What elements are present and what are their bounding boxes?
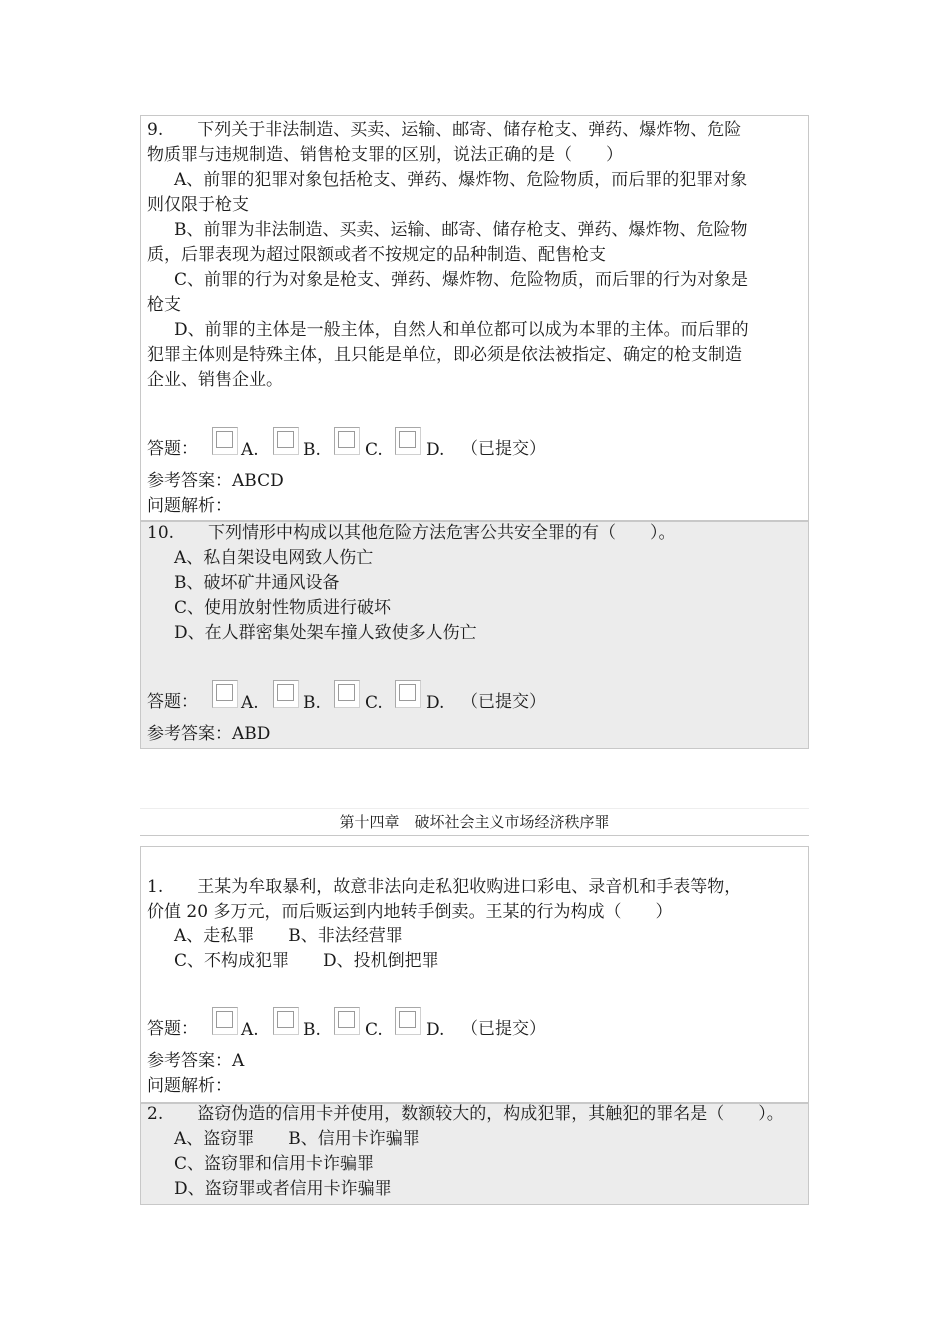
checkbox-d-label: D. [426, 693, 445, 713]
question-analysis: 问题解析： [147, 496, 232, 516]
reference-answer: 参考答案：ABD [147, 724, 271, 744]
checkbox-d-label: D. [426, 1020, 445, 1040]
checkbox-b[interactable] [273, 680, 299, 708]
question-9-text-line-1: 9. 下列关于非法制造、买卖、运输、邮寄、储存枪支、弹药、爆炸物、危险 [147, 120, 742, 140]
checkbox-c-label: C. [365, 440, 383, 460]
submitted-status: （已提交） [461, 1019, 546, 1039]
submitted-status: （已提交） [461, 692, 546, 712]
question-10-option-a: A、私自架设电网致人伤亡 [174, 548, 374, 568]
reference-answer: 参考答案：A [147, 1051, 245, 1071]
question-10-option-c: C、使用放射性物质进行破坏 [174, 598, 392, 618]
chapter-question-1-text-line-2: 价值 20 多万元，而后贩运到内地转手倒卖。王某的行为构成（ ） [147, 902, 673, 922]
checkbox-b[interactable] [273, 1007, 299, 1035]
question-9-option-a-line-1: A、前罪的犯罪对象包括枪支、弹药、爆炸物、危险物质，而后罪的犯罪对象 [174, 170, 748, 190]
chapter-question-1-text-line-1: 1. 王某为牟取暴利，故意非法向走私犯收购进口彩电、录音机和手表等物， [147, 877, 742, 897]
chapter-question-1-options-line-2: C、不构成犯罪 D、投机倒把罪 [174, 951, 439, 971]
checkbox-a[interactable] [212, 1007, 238, 1035]
checkbox-c-label: C. [365, 1020, 383, 1040]
checkbox-b-label: B. [303, 693, 321, 713]
question-10-option-d: D、在人群密集处架车撞人致使多人伤亡 [174, 623, 477, 643]
checkbox-b-label: B. [303, 1020, 321, 1040]
checkbox-c[interactable] [334, 680, 360, 708]
checkbox-c-label: C. [365, 693, 383, 713]
question-9-option-b-line-2: 质，后罪表现为超过限额或者不按规定的品种制造、配售枪支 [147, 245, 606, 265]
question-9-block [140, 115, 809, 521]
checkbox-a-label: A. [241, 440, 259, 460]
checkbox-b-label: B. [303, 440, 321, 460]
chapter-question-1-options-line-1: A、走私罪 B、非法经营罪 [174, 926, 403, 946]
reference-answer: 参考答案：ABCD [147, 471, 284, 491]
question-10-option-b: B、破坏矿井通风设备 [174, 573, 340, 593]
question-9-option-b-line-1: B、前罪为非法制造、买卖、运输、邮寄、储存枪支、弹药、爆炸物、危险物 [174, 220, 748, 240]
question-9-text-line-2: 物质罪与违规制造、销售枪支罪的区别，说法正确的是（ ） [147, 145, 623, 165]
checkbox-c[interactable] [334, 427, 360, 455]
chapter-title: 第十四章 破坏社会主义市场经济秩序罪 [140, 808, 809, 836]
question-9-option-d-line-3: 企业、销售企业。 [147, 370, 283, 390]
checkbox-d[interactable] [395, 427, 421, 455]
checkbox-c[interactable] [334, 1007, 360, 1035]
checkbox-d[interactable] [395, 1007, 421, 1035]
checkbox-a[interactable] [212, 427, 238, 455]
chapter-question-2-options-line-1: A、盗窃罪 B、信用卡诈骗罪 [174, 1129, 420, 1149]
checkbox-b[interactable] [273, 427, 299, 455]
question-9-option-c-line-1: C、前罪的行为对象是枪支、弹药、爆炸物、危险物质，而后罪的行为对象是 [174, 270, 749, 290]
checkbox-d[interactable] [395, 680, 421, 708]
chapter-question-2-text: 2. 盗窃伪造的信用卡并使用，数额较大的，构成犯罪，其触犯的罪名是（ ）。 [147, 1104, 784, 1124]
chapter-question-2-block [140, 1103, 809, 1205]
checkbox-a-label: A. [241, 1020, 259, 1040]
question-10-block [140, 521, 809, 749]
submitted-status: （已提交） [461, 439, 546, 459]
chapter-question-2-options-line-3: D、盗窃罪或者信用卡诈骗罪 [174, 1179, 392, 1199]
checkbox-a[interactable] [212, 680, 238, 708]
answer-label: 答题： [147, 1019, 198, 1039]
chapter-question-1-block [140, 846, 809, 1103]
chapter-question-2-options-line-2: C、盗窃罪和信用卡诈骗罪 [174, 1154, 375, 1174]
checkbox-a-label: A. [241, 693, 259, 713]
answer-label: 答题： [147, 692, 198, 712]
question-9-option-d-line-1: D、前罪的主体是一般主体，自然人和单位都可以成为本罪的主体。而后罪的 [174, 320, 749, 340]
question-10-text: 10. 下列情形中构成以其他危险方法危害公共安全罪的有（ ）。 [147, 523, 676, 543]
question-9-option-d-line-2: 犯罪主体则是特殊主体，且只能是单位，即必须是依法被指定、确定的枪支制造 [147, 345, 742, 365]
question-9-option-c-line-2: 枪支 [147, 295, 181, 315]
question-analysis: 问题解析： [147, 1076, 232, 1096]
answer-label: 答题： [147, 439, 198, 459]
checkbox-d-label: D. [426, 440, 445, 460]
question-9-option-a-line-2: 则仅限于枪支 [147, 195, 249, 215]
